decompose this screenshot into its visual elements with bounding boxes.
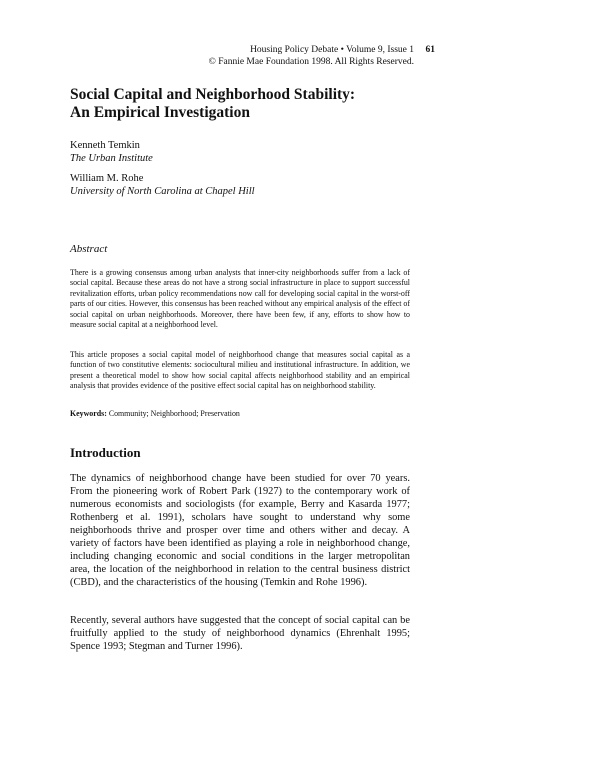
- introduction-paragraph-2: Recently, several authors have suggested that the concept of social capital can be fruitfully applied to the study of neighborhood dynamics (Ehrenhalt 1995; Spence 1993; Stegman and Turner 1996).: [70, 615, 410, 652]
- introduction-heading: Introduction: [70, 445, 141, 460]
- keywords-label: Keywords:: [70, 409, 107, 418]
- journal-citation: Housing Policy Debate • Volume 9, Issue 1: [250, 45, 414, 55]
- running-header: [208, 44, 435, 68]
- article-title: [70, 86, 450, 122]
- author-name: Kenneth Temkin: [70, 140, 140, 151]
- keywords-list: Community; Neighborhood; Preservation: [108, 409, 240, 418]
- author-2: [70, 172, 255, 198]
- author-name: William M. Rohe: [70, 173, 144, 184]
- page-number: 61: [425, 45, 435, 55]
- copyright-notice: © Fannie Mae Foundation 1998. All Rights Reserved.: [208, 57, 414, 67]
- keywords: [70, 409, 410, 419]
- abstract-heading: Abstract: [70, 243, 108, 255]
- introduction-paragraph-1: The dynamics of neighborhood change have been studied for over 70 years. From the pioneering work of Robert Park (1927) to the contemporary work of numerous economists and sociologists (for example, Berry and Kasarda 1977; Rothenberg et al. 1991), scholars have sought to understand why some neighborhoods thrive and prosper over time and others wither and decay. A variety of factors have been identified as playing a role in neighborhood change, including changing economic and social conditions in the larger metropolitan area, the location of the neighborhood in relation to the central business district (CBD), and the characteristics of the housing (Temkin and Rohe 1996).: [70, 473, 410, 588]
- abstract-paragraph-1: There is a growing consensus among urban analysts that inner-city neighborhoods suffer from a lack of social capital. Because these areas do not have a strong social infrastructure in place to support successful revitalization efforts, urban policy recommendations now call for developing social capital in the worst-off parts of our cities. However, this consensus has been reached without any empirical analysis of the effect of social capital on urban neighborhoods. Moreover, there have been few, if any, efforts to show how to measure social capital at a neighborhood level.: [70, 268, 410, 330]
- author-affiliation: The Urban Institute: [70, 153, 153, 164]
- author-affiliation: University of North Carolina at Chapel Hill: [70, 186, 255, 197]
- title-line-1: Social Capital and Neighborhood Stability:: [70, 86, 356, 103]
- title-line-2: An Empirical Investigation: [70, 104, 250, 121]
- abstract-paragraph-2: This article proposes a social capital model of neighborhood change that measures social capital as a function of two constitutive elements: sociocultural milieu and institutional infrastructure. In addition, we present a theoretical model to show how social capital affects neighborhood stability and an empirical analysis that provides evidence of the positive effect social capital has on neighborhood stability.: [70, 350, 410, 391]
- author-1: [70, 139, 153, 165]
